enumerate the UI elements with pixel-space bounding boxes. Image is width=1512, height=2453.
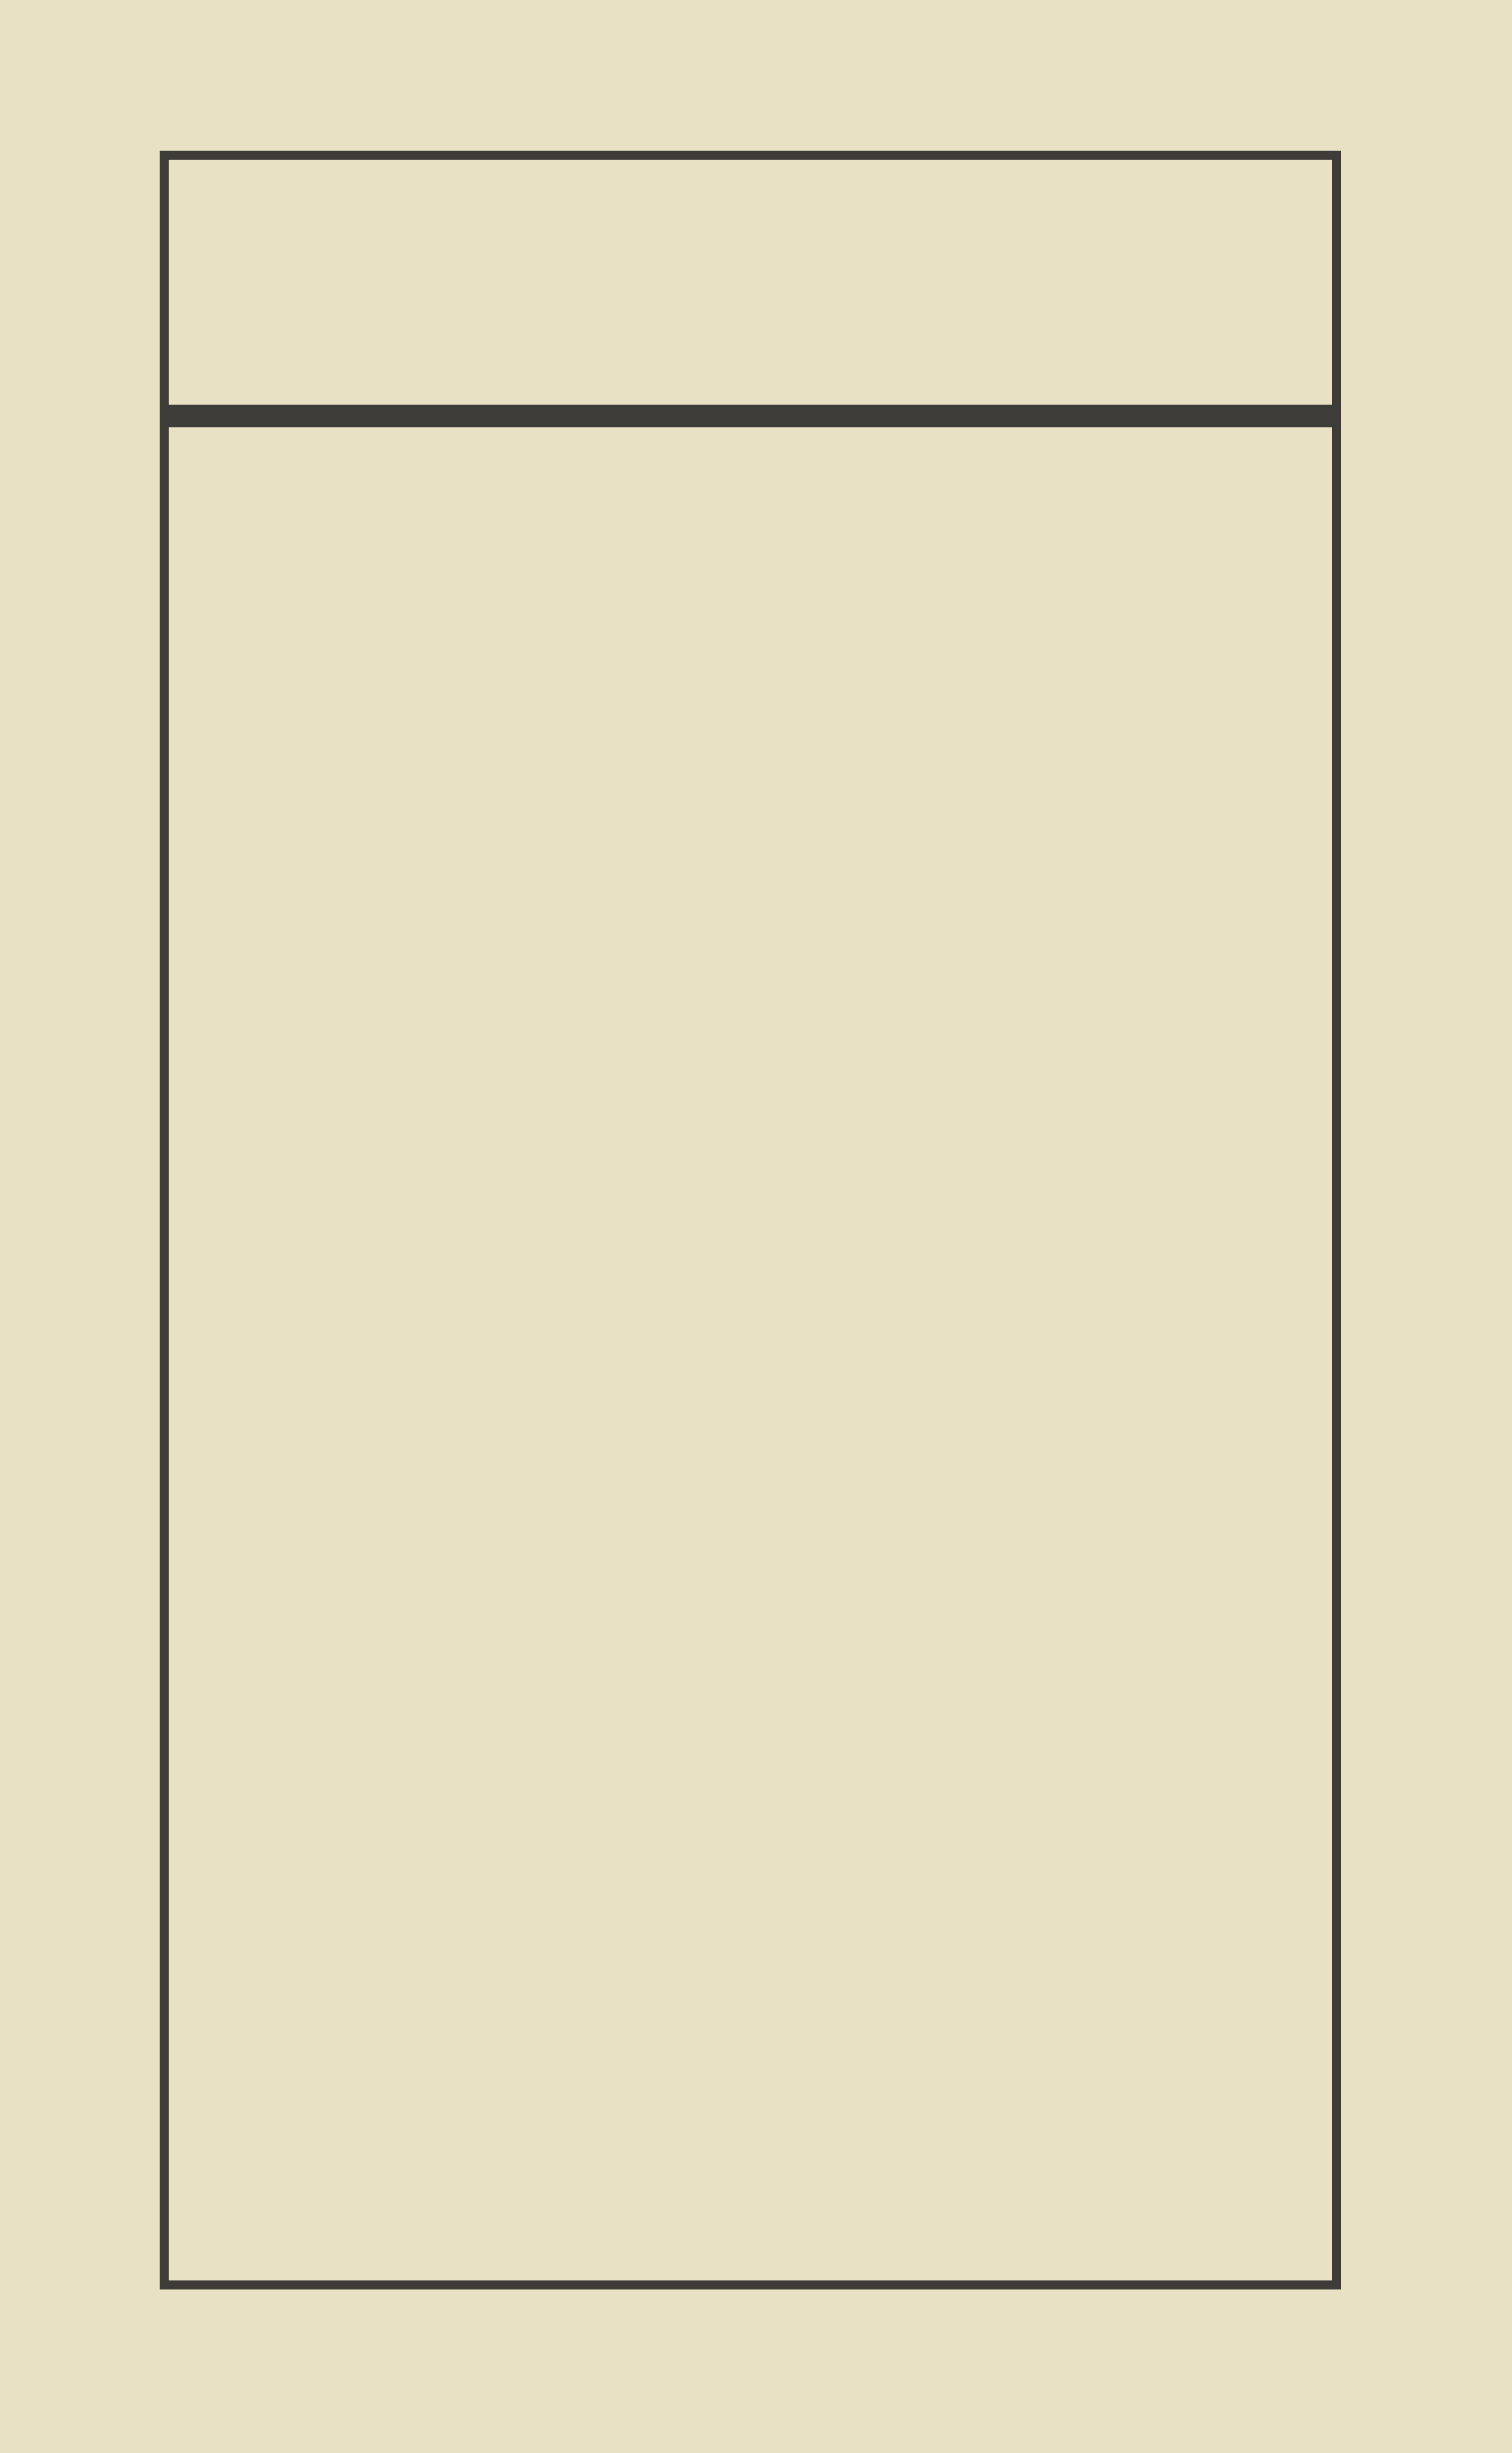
title-block xyxy=(169,160,1332,405)
table-frame xyxy=(160,151,1341,2289)
title-divider xyxy=(169,405,1332,427)
